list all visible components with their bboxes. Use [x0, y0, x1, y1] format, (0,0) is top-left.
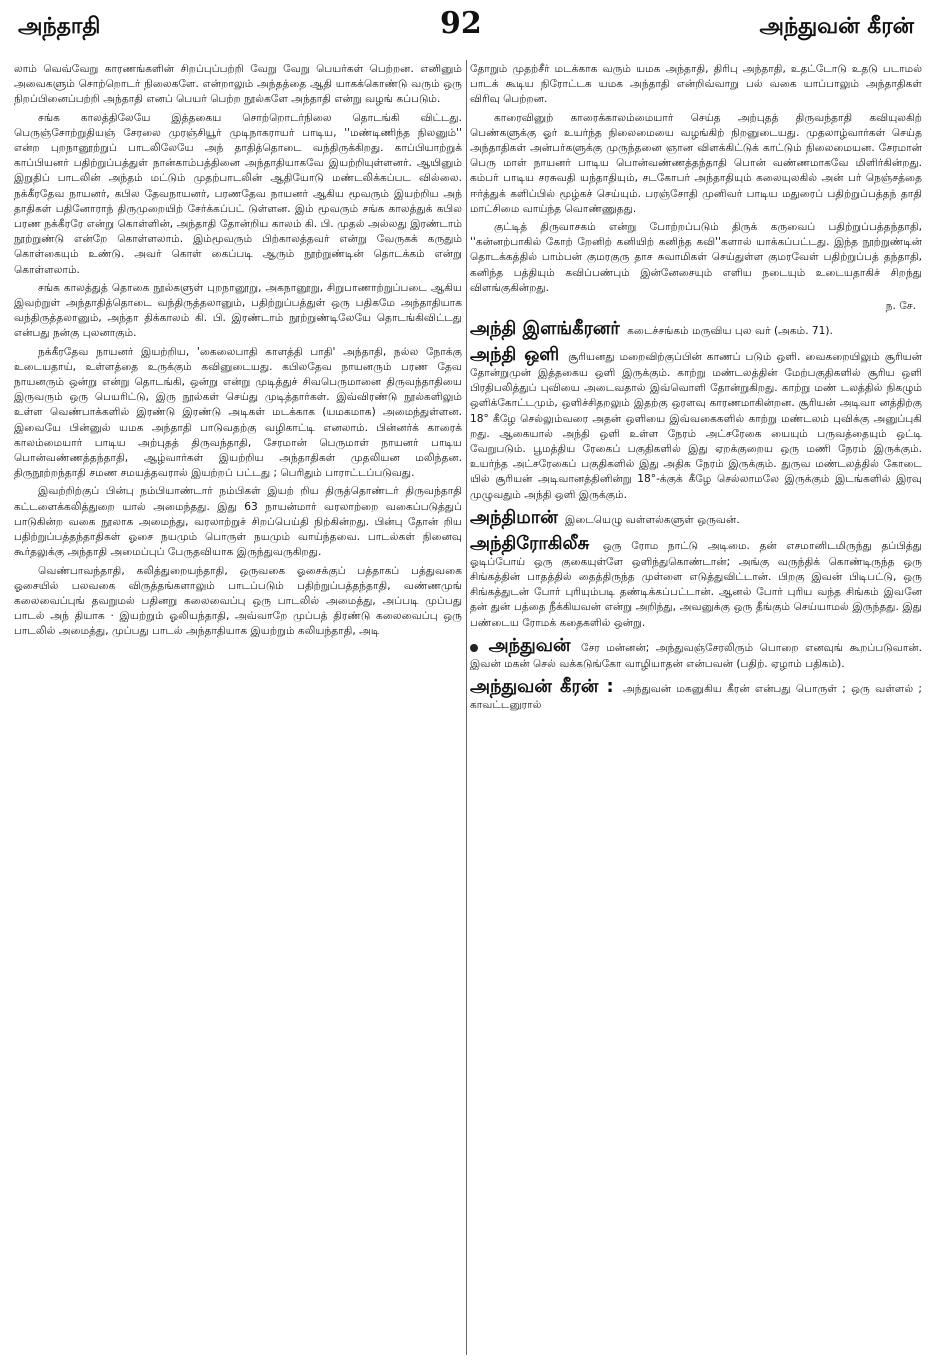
running-head-right: அந்துவன் கீரன்: [759, 14, 914, 39]
paragraph: வெண்பாவந்தாதி, கலித்துறையந்தாதி, ஒருவகை ஓசைக்குப் பத்தாகப் பத்துவகை ஓசையில் பலவகை விருத்தங்களாலும் பாடப்படும் பதிற்றுப்பத்தந்தாதி, வண்ணமுங் கலைவைப்புங் தவறுமல் பதினறு கலைவைப்பு ஒரு பாடலில் அமைத்து, அப்படி முப்பது பாடல் அந் தியாக · இயற்றும் ஓலியந்தாதி, அவ்வாறே முப்பத் திரண்டு கலைவைப்பு ஒரு பாடலில் அமைத்து, முப்பது பாடல் அந்தாதியாக இயற்றும் கலியந்தாதி, அடி: [14, 564, 462, 638]
paragraph: குட்டித் திருவாசகம் என்று போற்றப்படும் திருக் கருவைப் பதிற்றுப்பத்தந்தாதி, ''கன்னற்பாகில் கோற் றேனிற் கனியிற் கனிந்த கவி''களால் யாக்கப்பட்டது. இந்த நூற்றுண்டின் தொடக்கத்தில் பாம்பன் குமரகுரு தாச சுவாமிகள் செய்துள்ள குமரவேள் பதிற்றுப்பத் தந்தாதி, கனிந்த பத்தியும் கவிப்பண்பும் இன்னேசையும் எளிய நடையும் உடையதாகிச் சிறந்து விளங்குகின்றது.: [470, 221, 922, 294]
entry-text: ஒரு ரோம நாட்டு அடிமை. தன் எசமானிடமிருந்து தப்பித்து ஓடிப்போய் ஒரு குகையுள்ளே ஒளிந்துகொண்டான்; அங்கு வருந்திக் கொண்டிருந்த ஒரு சிங்கத்தின் பாதத்தில் தைத்திருந்த முள்ளை எடுத்துவிட்டான். பிறகு இவன் பிடிபட்டு, ஒரு சிங்கத்துடன் போர் புரியும்படி தண்டிக்கப்பட்டான். ஆனல் போர் புரிய வந்த சிங்கம் இவனே தன் துன் பத்தை நீக்கியவன் என்று அறிந்து, அவனுக்கு ஒரு தீங்கும் செய்யாமல் இருந்தது. இது பண்டைய ரோமக் கதைகளில் ஒன்று.: [470, 539, 922, 629]
dictionary-entry: [470, 676, 922, 713]
entry-text: இடையெழு வள்ளல்களுள் ஒருவன்.: [565, 513, 740, 526]
dictionary-entry: [470, 533, 922, 631]
entry-headword: அந்திரோகிலீசு: [470, 532, 590, 554]
entry-text: சேர மன்னன்; அந்துவஞ்சேரலிரும் பொறை எனவுங் கூறப்படுவான். இவன் மகன் செல் வக்கடுங்கோ வாழியாதன் என்பவன் (பதிற். ஏழாம் பதிகம்).: [470, 641, 922, 670]
entry-headword: அந்தி ஒளி: [470, 344, 560, 366]
dictionary-entry: [470, 507, 922, 529]
page-header: [0, 0, 934, 58]
entry-headword: அந்துவன் கீரன் :: [470, 676, 614, 698]
dictionary-entry: [470, 344, 922, 503]
entry-headword: அந்தி இளங்கீரனர்: [470, 318, 620, 340]
column-divider: [466, 60, 467, 1355]
paragraph: தோறும் முதற்சீர் மடக்காக வரும் யமக அந்தாதி, திரிபு அந்தாதி, உதட்டோடு உதடு படாமல் பாடக் கூடிய நிரோட்டக யமக அந்தாதி என்றிவ்வாறு பல் வகை யாப்பாலும் அந்தாதிகள் விரிவு பெற்றன.: [470, 63, 922, 106]
entry-text: சூரியனது மறைவிற்குப்பின் காணப் படும் ஒளி. வைகறையிலும் சூரியன் தோன்றுமுன் இத்தகைய ஒளி இருக்கும். காற்று மண்டலத்தின் மேற்பகுதிகளில் சூரிய ஒளி பிரதிபலித்துப் புவியை அடைவதால் இவ்வொளி தோன்றுகிறது. காற்று மண் டலத்தில் நிகழும் ஒளிக்கோட்டமும், ஒளிச்சிதறலும் இதற்கு ஒரளவு காரணமாகின்றன. சூரியன் அடிவா னத்திற்கு 18° கீழே செல்லும்வரை அதன் ஒளியை இவ்வகைகளில் காற்று மண்டலம் புவிக்கு அனுப்புகி றது. ஆகையால் அந்தி ஒளி உள்ள நேரம் அட்சரேகை யையும் பருவத்தையும் ஒட்டி வேறுபடும். பூமத்திய ரேகைப் பகுதிகளில் இது ஏறக்குறைய ஒரு மணி நேரம் இருக்கும். உயர்ந்த அட்சரேகைப் பகுதிகளில் இது அதிக நேரம் இருக்கும். துருவ மண்டலத்தில் கோடை யில் சூரியன் அடிவானத்தினின்று 18°-க்குக் கீழே செல்லாமலே இருக்கும் இடங்களில் இரவு முழுவதும் அந்தி ஒளி இருக்கும்.: [470, 351, 922, 501]
author-signature: ந. சே.: [885, 300, 916, 313]
paragraph: சங்க காலத்திலேயே இத்தகைய சொற்றொடர்நிலை தொடங்கி விட்டது. பெருஞ்சோற்றுதியஞ் சேரலை முரஞ்சியூர் முடிநாகராயர் பாடிய, ''மண்டிணிந்த நிலனும்'' என்ற புறநானூற்றுப் பாடலிலேயே அந் தாதித்தொடை வந்திருக்கிறது. காப்பியாற்றுக் காப்பியனர் பதிற்றுப்பத்துள் நான்காம்பத்தினை அந்தாதியாகவே இயற்றியுள்ளனர். ஆயினும் இறுதிப் பாடலின் அந்தம் மட்டும் முதற்பாடலின் ஆதியோடு மண்டலிக்கப்பட வில்லை. நக்கீரதேவ நாயனர், கபில தேவநாயனர், பரணதேவ நாயனர் ஆகிய மூவரும் இயற்றிய அந் தாதிகள் பதினோராந் திருமுறையிற் சேர்க்கப்பட் டுள்ளன. இம் மூவரும் சங்க காலத்துக் கபில பரண நக்கீரரே என்று கொள்ளின், அந்தாதி தோன்றிய காலம் கி. பி. முதல் அல்லது இரண்டாம் நூற்றுண்டு என்றே கொள்ளலாம். இம்மூவரும் பிற்காலத்தவர் என்று வேருகக் கருதும் கொள்கையும் உண்டு. அவர் கொள் கைப்படி ஆரும் நூற்றுண்டின் தொடக்கம் என்று கொள்ளலாம்.: [14, 111, 462, 276]
left-column: [14, 62, 462, 1357]
entry-headword: அந்திமான்: [470, 506, 558, 528]
paragraph: லாம் வெவ்வேறு காரணங்களின் சிறப்புப்பற்றி வேறு வேறு பெயர்கள் பெற்றன. எனினும் அவைகளும் சொற்றொடர் நிலைகளே. என்றாலும் அந்தத்தை ஆதி யாகக்கொண்டு வரும் ஒரு நிறப்பினைப்பற்றி அந்தாதி எனப் பெயர் பெற்ற நூல்களே அந்தாதி என்று வழங் கப்படும்.: [14, 63, 462, 106]
paragraph: இவற்றிற்குப் பின்பு நம்பியாண்டார் நம்பிகள் இயற் றிய திருத்தொண்டர் திருவந்தாதி கட்டளைக்கலித்துறை யால் அமைந்தது. இது 63 நாயன்மார் வரலாற்றை வகைப்படுத்துப் பாடுகின்ற வகை நூலாக அமைந்து, வரலாற்றுச் சிறப்பெய்தி நிற்கின்றது. பின்பு தோன் றிய பதிற்றுப்பத்தந்தாதிகள் ஓசை நயமும் பொருள் நயமும் வாய்ந்தவை. பாடல்கள் நினைவு கூர்தலுக்கு அந்தாதி அமைப்புப் பேருதவியாக இருந்துவருகிறது.: [14, 485, 462, 559]
page-number: 92: [440, 6, 482, 41]
paragraph: நக்கீரதேவ நாயனர் இயற்றிய, 'கைலைபாதி காளத்தி பாதி' அந்தாதி, நல்ல நோக்கு உடையதாய், உள்ளத்தை உருக்கும் கவினுடையது. கபிலதேவ நாயனரும் பரண தேவ நாயனரும் ஒன்று என்று தொடங்கி, ஒன்று என்று முடித்துச் சிவபெருமானை திருவந்தாதியை இருவரும் ஒரு பெயரிட்டு, இரு நூல்கள் செய்து முடித்தார்கள். இவ்விரண்டு நூல்களிலும் உள்ள வெண்பாக்களில் இரண்டு இரண்டு அடிகள் மடக்காக (யமகமாக) அமைந்துள்ளன. இவையே பின்னுல் யமக அந்தாதி பாடுவதற்கு வழிகாட்டி எனலாம். பின்னர்க் காரைக் காலம்மையார் பாடிய அற்புதத் திருவந்தாதி, சேரமான் பெருமாள் நாயனர் பாடிய பொன்வண்ணத்தந்தாதி, ஆழ்வார்கள் இயற்றிய அந்தாதிகள் முதலியன மலிந்தன. திருநூற்றந்தாதி சமண சமயத்தவரால் இயற்றப் பட்டது ; பெரிதும் பாராட்டப்படுவது.: [14, 345, 462, 480]
running-head-left: அந்தாதி: [18, 14, 101, 39]
dictionary-entry: [470, 318, 922, 340]
entry-headword: அந்துவன்: [488, 634, 571, 656]
right-column: [470, 62, 922, 1357]
paragraph: சங்க காலத்துத் தொகை நூல்களுள் புறநானூறு, அகநானூறு, சிறுபாணாற்றுப்படை ஆகிய இவற்றுள் அந்தாதித்தொடை வந்திருத்தலானும், பதிற்றுப்பத்துள் ஒரு பதிகமே அந்தாதியாக வந்திருத்தலானும், அந்தா திக்காலம் கி. பி. இரண்டாம் நூற்றுண்டிலேயே தொடங்கிவிட்டது என்பது நன்கு புலனாகும்.: [14, 281, 462, 340]
dictionary-entry: [470, 635, 922, 672]
entry-text: கடைச்சங்கம் மருவிய புல வர் (அகம். 71).: [627, 325, 833, 338]
bullet-mark-icon: [470, 644, 478, 652]
paragraph: காரைவினுற் காரைக்காலம்மையார் செய்த அற்புதத் திருவந்தாதி கவியுலகிற் பெண்களுக்கு ஓர் உயர்ந்த நிலைமையை வழங்கிற் நிறனுடையது. முதலாழ்வார்கள் செய்த அந்தாதிகள் அன்பர்களுக்கு முருந்தனை ஞான விளக்கிட்டுக் காட்டும் நிலைமையன. சேரமான் பெரு மாள் நாயனர் பாடிய பொன்வண்ணத்தந்தாதி பொன் வண்ணமாகவே மிளிர்கின்றது. கம்பர் பாடிய சரசுவதி யந்தாதியும், சடகோபர் அந்தாதியும் கலையுலகில் அன் பர் நெஞ்சத்தை ஈர்த்துக் களிப்பில் மூழ்கச் செய்யும். பரஞ்சோதி முனிவர் பாடிய மதுரைப் பதிற்றுப்பத்தந் தாதி மாட்சிமை வாய்ந்த வொண்ணுதது.: [470, 111, 922, 215]
entry-text: அந்துவன் மகனுகிய கீரன் என்பது பொருள் ; ஒரு வள்ளல் ; காவட்டனுரால்: [470, 683, 922, 712]
